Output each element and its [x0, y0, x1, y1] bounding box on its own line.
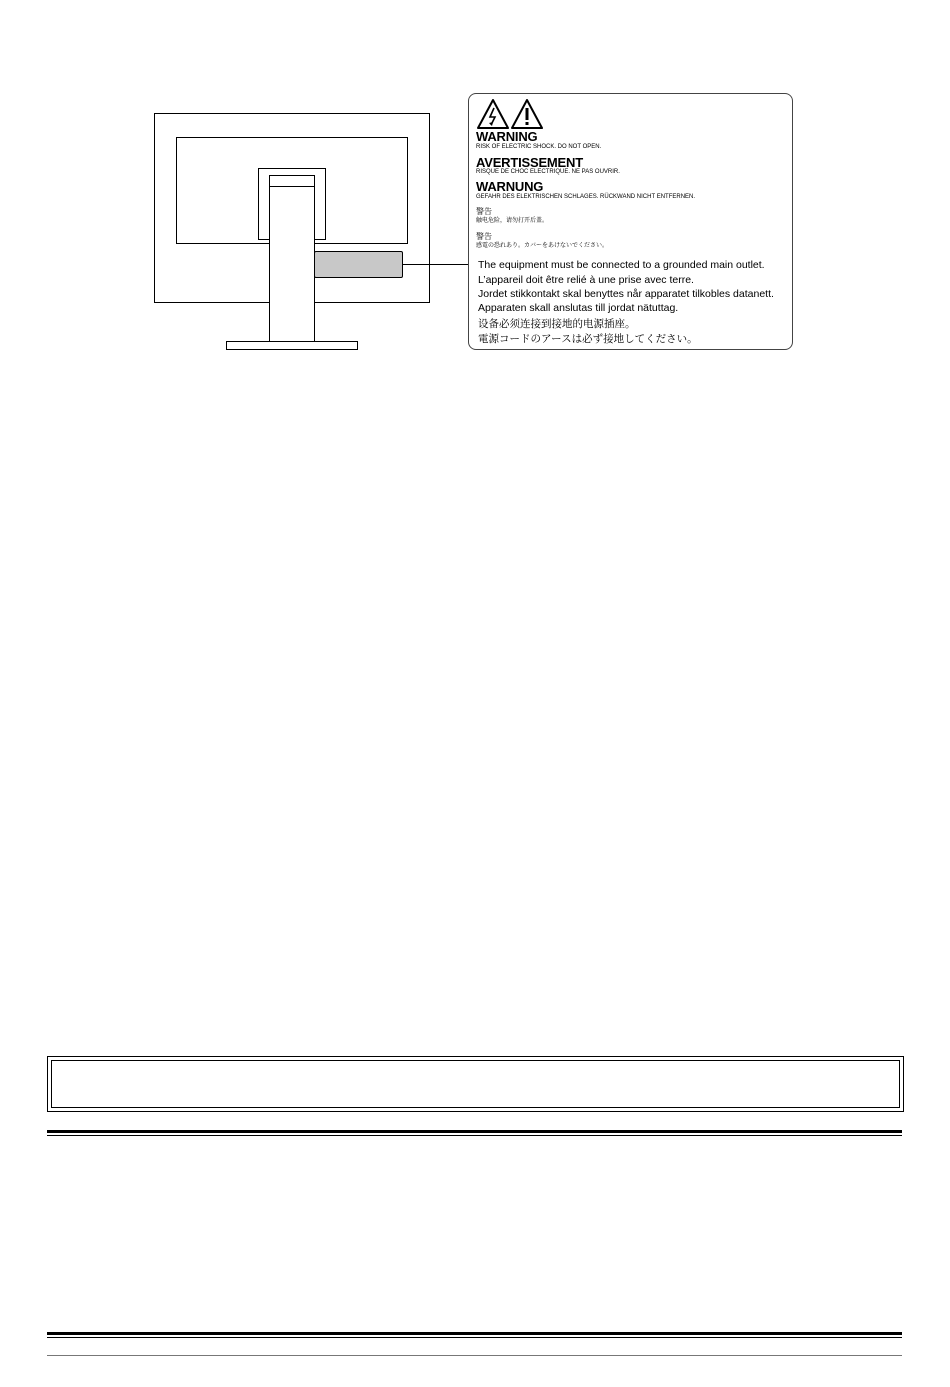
grounding-line-fr: L’appareil doit être relié à une prise avec terre.: [478, 274, 694, 286]
grounding-line-en: The equipment must be connected to a grounded main outlet.: [478, 259, 765, 271]
warning-heading-en: WARNING: [476, 129, 538, 144]
warning-subtitle-de: GEFAHR DES ELEKTRISCHEN SCHLAGES. RÜCKWAND NICHT ENTFERNEN.: [476, 194, 696, 200]
footer-rule: [47, 1355, 902, 1356]
section-rule-thin-2: [47, 1337, 902, 1338]
grounding-line-zh: 设备必须连接到接地的电源插座。: [478, 318, 636, 330]
grounding-line-ja: 電源コードのアースは必ず接地してください。: [478, 333, 698, 345]
label-location-highlight: [314, 251, 403, 278]
warning-heading-de: WARNUNG: [476, 179, 544, 194]
section-rule-thin: [47, 1135, 902, 1136]
grounding-line-no: Jordet stikkontakt skal benyttes når apparatet tilkobles datanett.: [478, 288, 774, 300]
note-box-inner: [51, 1060, 900, 1108]
warning-heading-ja: 警告: [476, 232, 492, 241]
leader-line: [403, 264, 468, 265]
stand-neck: [269, 175, 315, 344]
warning-subtitle-ja: 感電の恐れあり。カバーをあけないでください。: [476, 243, 609, 249]
section-rule-thick-2: [47, 1332, 902, 1335]
grounding-line-sv: Apparaten skall anslutas till jordat nätuttag.: [478, 302, 679, 314]
warning-subtitle-zh: 触电危险，请勿打开后盖。: [476, 218, 549, 224]
warning-heading-zh: 警告: [476, 207, 492, 216]
warning-subtitle-fr: RISQUE DE CHOC ELECTRIQUE. NE PAS OUVRIR.: [476, 169, 620, 175]
section-rule-thick: [47, 1130, 902, 1133]
electric-shock-warning-icon: [476, 98, 510, 130]
warning-subtitle-en: RISK OF ELECTRIC SHOCK. DO NOT OPEN.: [476, 144, 602, 150]
exclamation-warning-icon: [510, 98, 544, 130]
warning-heading-fr: AVERTISSEMENT: [476, 155, 583, 170]
stand-neck-divider: [269, 186, 315, 187]
stand-base: [226, 341, 358, 350]
